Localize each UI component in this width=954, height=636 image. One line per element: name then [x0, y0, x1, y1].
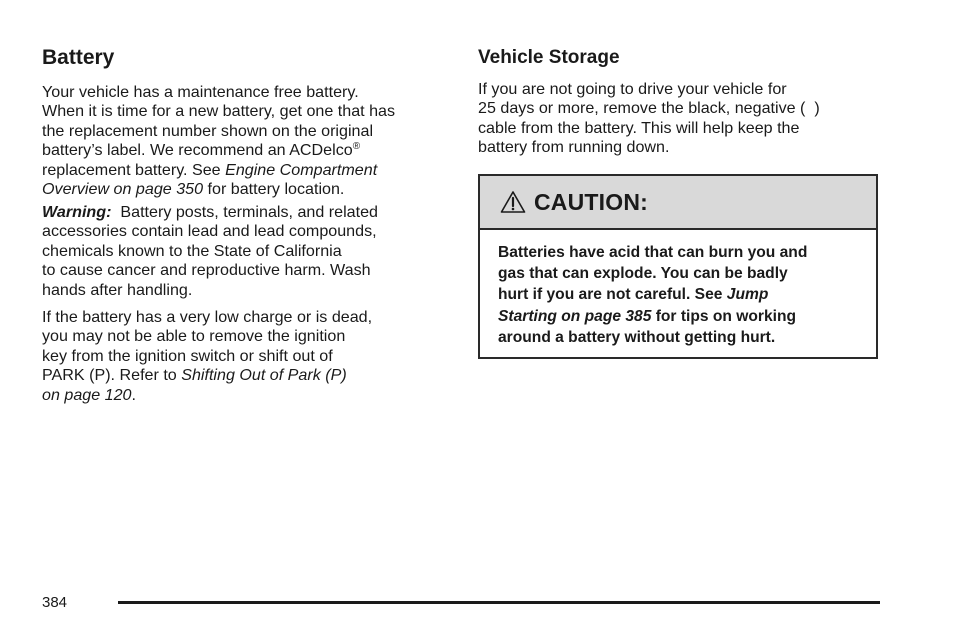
vehicle-storage-heading: Vehicle Storage — [478, 47, 620, 68]
text-fragment: . — [131, 385, 136, 404]
text-line: If you are not going to drive your vehicle for — [478, 80, 787, 98]
text-line: around a battery without getting hurt. — [498, 328, 776, 346]
cross-reference-link[interactable]: Starting on page 385 — [498, 307, 652, 325]
text-line — [498, 306, 807, 327]
caution-title: CAUTION: — [534, 189, 649, 215]
registered-mark: ® — [352, 141, 361, 153]
text-line — [42, 180, 395, 199]
battery-paragraph-1 — [42, 83, 395, 199]
text-fragment: battery’s label. We recommend an ACDelco — [42, 141, 353, 160]
text-line: cable from the battery. This will help keep the — [478, 118, 800, 137]
warning-label: Warning: — [42, 203, 112, 221]
footer-rule — [118, 601, 880, 604]
cross-reference-link[interactable]: on page 120 — [42, 385, 132, 404]
text-line — [42, 141, 395, 160]
text-fragment: Battery posts, terminals, and related — [111, 203, 379, 221]
text-fragment: for battery location. — [203, 180, 345, 199]
text-line — [42, 386, 372, 405]
cross-reference-link[interactable]: Shifting Out of Park (P) — [181, 366, 347, 385]
page-number: 384 — [42, 594, 68, 611]
text-fragment: for tips on working — [651, 307, 797, 325]
battery-warning-paragraph — [42, 203, 378, 300]
caution-box — [478, 174, 878, 359]
cross-reference-link[interactable]: Overview on page 350 — [42, 180, 204, 199]
text-fragment: replacement battery. See — [42, 160, 226, 179]
text-line: key from the ignition switch or shift out of — [42, 346, 333, 365]
text-line: battery from running down. — [478, 138, 670, 157]
caution-header — [480, 176, 876, 230]
text-fragment: hurt if you are not careful. See — [498, 286, 727, 304]
cross-reference-link[interactable]: Engine Compartment — [225, 160, 378, 179]
text-fragment: PARK (P). Refer to — [42, 366, 182, 385]
text-line: When it is time for a new battery, get one that has — [42, 102, 396, 121]
text-line: If the battery has a very low charge or is dead, — [42, 308, 373, 326]
vehicle-storage-paragraph — [478, 80, 820, 158]
text-line: 25 days or more, remove the black, negative ( ) — [478, 99, 820, 118]
text-line — [42, 366, 372, 385]
caution-text — [498, 242, 807, 348]
text-line: hands after handling. — [42, 280, 193, 299]
text-line: to cause cancer and reproductive harm. Wash — [42, 261, 371, 280]
warning-triangle-icon — [500, 190, 526, 214]
cross-reference-link[interactable]: Jump — [726, 286, 769, 304]
text-line: the replacement number shown on the original — [42, 121, 374, 140]
text-line: Batteries have acid that can burn you and — [498, 244, 808, 261]
text-line: you may not be able to remove the ignition — [42, 327, 346, 346]
text-line — [42, 203, 378, 222]
battery-heading: Battery — [42, 46, 115, 69]
text-line — [498, 284, 807, 305]
text-line: chemicals known to the State of California — [42, 241, 342, 260]
text-line — [42, 161, 395, 180]
text-line: gas that can explode. You can be badly — [498, 265, 788, 283]
text-line: accessories contain lead and lead compounds, — [42, 222, 377, 241]
text-line: Your vehicle has a maintenance free battery. — [42, 83, 359, 101]
battery-paragraph-3 — [42, 308, 372, 405]
